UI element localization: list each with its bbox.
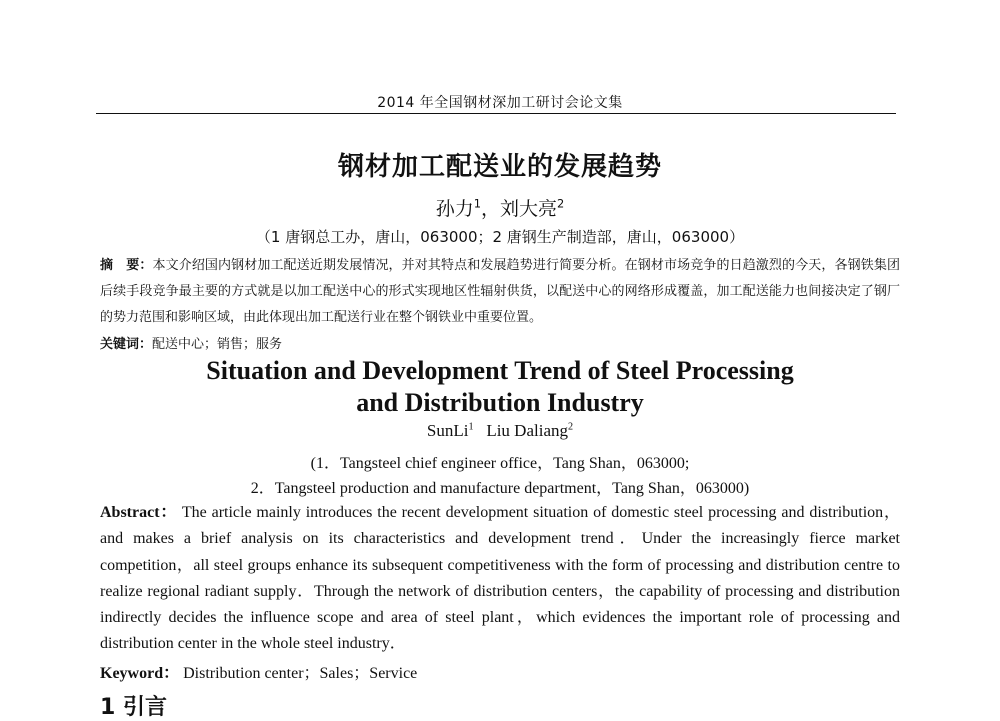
chinese-keywords-text: 配送中心；销售；服务: [152, 337, 283, 352]
section-heading: 1 引言: [100, 695, 167, 720]
english-author-2: Liu Daliang: [486, 421, 568, 440]
english-title: [0, 355, 1000, 419]
chinese-abstract: [100, 253, 900, 331]
header-rule: [96, 113, 896, 114]
chinese-authors: [0, 194, 1000, 221]
chinese-author-2: 刘大亮: [500, 198, 558, 220]
english-keywords-label: Keyword：: [100, 665, 180, 682]
running-header: 2014 年全国钢材深加工研讨会论文集: [377, 95, 623, 111]
chinese-keywords: [100, 333, 900, 352]
chinese-author-2-sup: 2: [557, 196, 565, 211]
english-abstract-text: The article mainly introduces the recent development situation of domestic steel processing and distribution，and makes a brief analysis on its characteristics and development trend．Under the increasingly fierce market competition，all steel groups enhance its subsequent competitiveness with the form of processing and distribution centre to realize regional radiant supply．Through the network of distribution centers，the capability of processing and distribution indirectly decides the influence scope and area of steel plant，which evidences the important role of processing and distribution center in the whole steel industry．: [100, 504, 900, 653]
english-affiliation-1: (1．Tangsteel chief engineer office，Tang Shan，063000;: [310, 455, 690, 472]
english-abstract-label: Abstract：: [100, 504, 178, 521]
english-title-line-2: and Distribution Industry: [356, 388, 644, 417]
english-authors: [0, 421, 1000, 441]
english-author-1-sup: 1: [468, 421, 474, 433]
chinese-abstract-label: 摘 要：: [100, 258, 153, 273]
chinese-author-1-sup: 1: [473, 196, 481, 211]
english-author-1: SunLi: [426, 421, 469, 440]
english-keywords-text: Distribution center；Sales；Service: [183, 665, 418, 682]
english-abstract: [100, 500, 900, 658]
chinese-title: 钢材加工配送业的发展趋势: [337, 152, 662, 182]
chinese-author-sep: ，: [480, 198, 500, 220]
english-author-2-sup: 2: [567, 421, 574, 433]
chinese-affiliation: （1 唐钢总工办，唐山，063000；2 唐钢生产制造部，唐山，063000）: [255, 228, 745, 246]
english-title-line-1: Situation and Development Trend of Steel Processing: [206, 356, 794, 385]
chinese-abstract-text: 本文介绍国内钢材加工配送近期发展情况，并对其特点和发展趋势进行简要分析。在钢材市场竞争的日趋激烈的今天，各钢铁集团后续手段竞争最主要的方式就是以加工配送中心的形式实现地区性辐射供货，以配送中心的网络形成覆盖，加工配送能力也间接决定了钢厂的势力范围和影响区域，由此体现出加工配送行业在整个钢铁业中重要位置。: [100, 258, 900, 325]
chinese-author-1: 孙力: [435, 198, 474, 220]
chinese-keywords-label: 关键词：: [100, 337, 153, 352]
english-affiliation-2: 2．Tangsteel production and manufacture department，Tang Shan，063000): [250, 480, 750, 497]
english-keywords: [100, 660, 900, 683]
